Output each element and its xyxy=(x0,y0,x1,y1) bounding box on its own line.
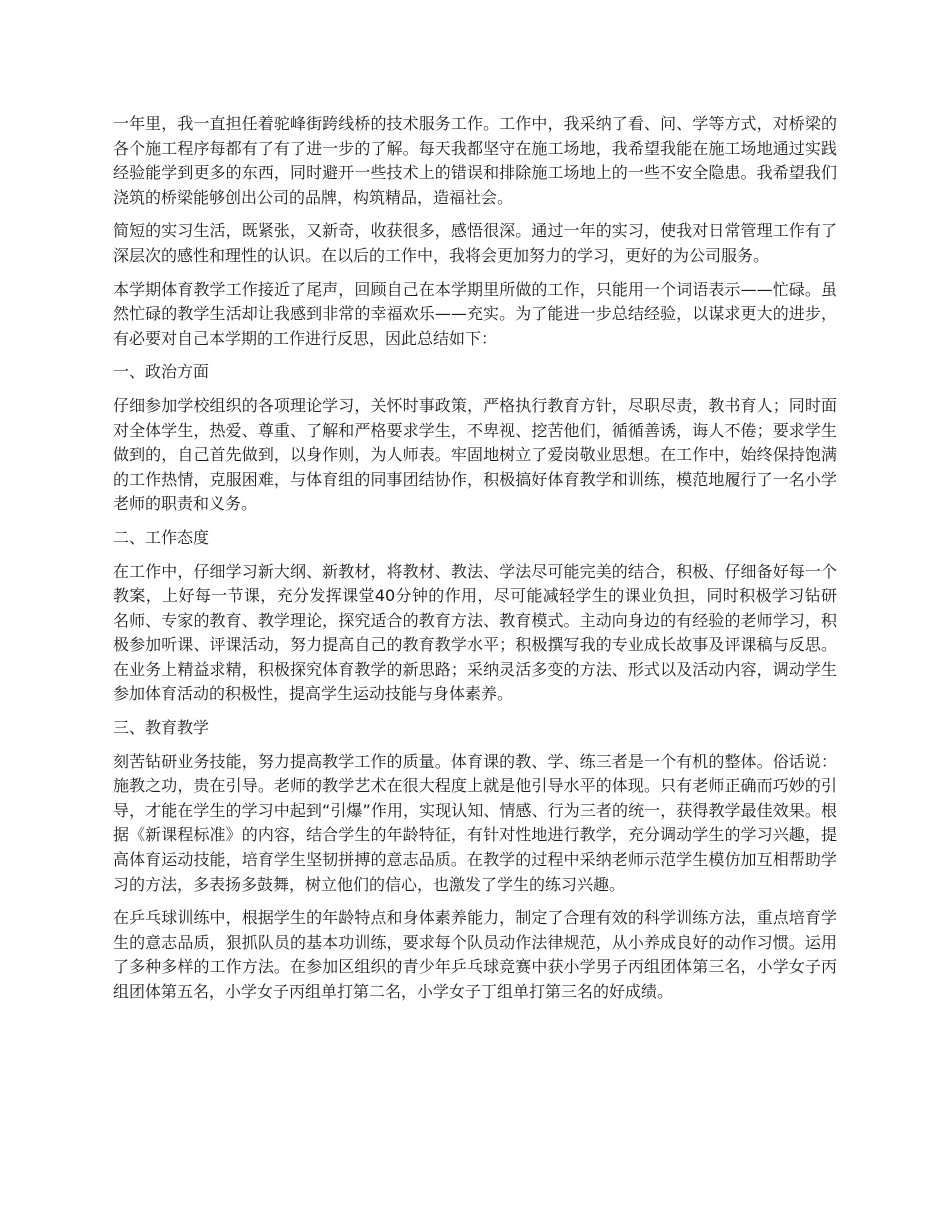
heading-politics: 一、政治方面 xyxy=(113,362,210,382)
paragraph-teaching: 刻苦钻研业务技能，努力提高教学工作的质量。体育课的教、学、练三者是一个有机的整体。俗话说：施教之功，贵在引导。老师的教学艺术在很大程度上就是他引导水平的体现。只有老师正确而巧妙的引导，才能在学生的学习中起到“引爆”作用，实现认知、情感、行为三者的统一，获得教学最佳效果。根据《新课程标准》的内容，结合学生的年龄特征，有针对性地进行教学，充分调动学生的学习兴趣，提高体育运动技能，培育学生坚韧拼搏的意志品质。在教学的过程中采纳老师示范学生模仿加互相帮助学习的方法，多表扬多鼓舞，树立他们的信心，也激发了学生的练习兴趣。 xyxy=(113,751,837,894)
paragraph-internship-summary: 简短的实习生活，既紧张，又新奇，收获很多，感悟很深。通过一年的实习，使我对日常管理工作有了深层次的感性和理性的认识。在以后的工作中，我将会更加努力的学习，更好的为公司服务。 xyxy=(113,221,837,265)
document-body xyxy=(113,112,837,1014)
paragraph-work-attitude: 在工作中，仔细学习新大纲、新教材，将教材、教法、学法尽可能完美的结合，积极、仔细备好每一个教案，上好每一节课，充分发挥课堂40分钟的作用，尽可能减轻学生的课业负担，同时积极学习钻研名师、专家的教育、教学理论，探究适合的教育方法、教育模式。主动向身边的有经验的老师学习，积极参加听课、评课活动，努力提高自己的教育教学水平；积极撰写我的专业成长故事及评课稿与反思。在业务上精益求精，积极探究体育教学的新思路；采纳灵活多变的方法、形式以及活动内容，调动学生参加体育活动的积极性，提高学生运动技能与身体素养。 xyxy=(113,561,837,704)
heading-work-attitude: 二、工作态度 xyxy=(113,527,210,547)
paragraph-table-tennis: 在乒乓球训练中，根据学生的年龄特点和身体素养能力，制定了合理有效的科学训练方法，重点培育学生的意志品质，狠抓队员的基本功训练，要求每个队员动作法律规范，从小养成良好的动作习惯。运用了多种多样的工作方法。在参加区组织的青少年乒乓球竞赛中获小学男子丙组团体第三名，小学女子丙组团体第五名，小学女子丙组单打第二名，小学女子丁组单打第三名的好成绩。 xyxy=(113,908,837,1001)
paragraph-bridge-work: 一年里，我一直担任着驼峰街跨线桥的技术服务工作。工作中，我采纳了看、问、学等方式，对桥梁的各个施工程序每都有了有了进一步的了解。每天我都坚守在施工场地，我希望我能在施工场地通过实践经验能学到更多的东西，同时避开一些技术上的错误和排除施工场地上的一些不安全隐患。我希望我们浇筑的桥梁能够创出公司的品牌，构筑精品，造福社会。 xyxy=(113,114,837,207)
heading-teaching: 三、教育教学 xyxy=(113,718,210,738)
paragraph-semester-intro: 本学期体育教学工作接近了尾声，回顾自己在本学期里所做的工作，只能用一个词语表示——忙碌。虽然忙碌的教学生活却让我感到非常的幸福欢乐——充实。为了能进一步总结经验，以谋求更大的进步，有必要对自己本学期的工作进行反思，因此总结如下： xyxy=(113,279,837,348)
paragraph-politics: 仔细参加学校组织的各项理论学习，关怀时事政策，严格执行教育方针，尽职尽责，教书育人；同时面对全体学生，热爱、尊重、了解和严格要求学生，不卑视、挖苦他们，循循善诱，诲人不倦；要求学生做到的，自己首先做到，以身作则，为人师表。牢固地树立了爱岗敬业思想。在工作中，始终保持饱满的工作热情，克服困难，与体育组的同事团结协作，积极搞好体育教学和训练，模范地履行了一名小学老师的职责和义务。 xyxy=(113,395,837,514)
